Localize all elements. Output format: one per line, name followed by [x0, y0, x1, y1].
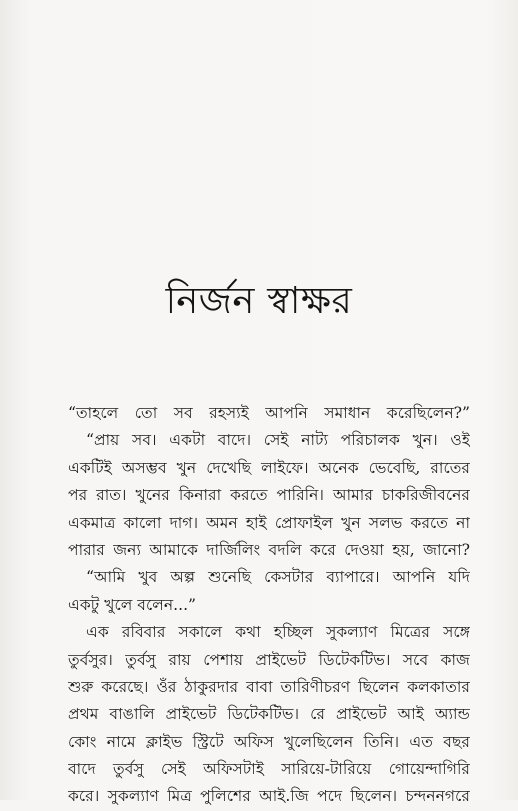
- text-line: কোং নামে ক্লাইভ স্ট্রিটে অফিস খুলেছিলেন তিনি। এত বছর: [68, 732, 470, 751]
- text-line: একটু খুলে বলেন...”: [68, 595, 197, 614]
- text-line: একটিই অসম্ভব খুন দেখেছি লাইফে। অনেক ভেবেছি, রাতের: [68, 458, 470, 477]
- text-line: করে। সুকল্যাণ মিত্র পুলিশের আই.জি পদে ছিলেন। চন্দননগরে: [68, 787, 470, 806]
- text-line: “তাহলে তো সব রহস্যই আপনি সমাধান করেছিলেন?”: [68, 404, 470, 422]
- text-line: এক রবিবার সকালে কথা হচ্ছিল সুকল্যাণ মিত্রের সঙ্গে: [86, 623, 470, 642]
- text-line: “প্রায় সব। একটা বাদে। সেই নাট্য পরিচালক খুন। ওই: [86, 431, 470, 450]
- chapter-title: নির্জন স্বাক্ষর: [165, 279, 353, 322]
- text-line: পারার জন্য আমাকে দার্জিলিং বদলি করে দেওয়া হয়, জানো?: [68, 540, 470, 559]
- text-line: পর রাত। খুনের কিনারা করতে পারিনি। আমার চাকরিজীবনের: [68, 486, 470, 505]
- text-line: তুর্বসুর। তুর্বসু রায় পেশায় প্রাইভেট ডিটেকটিভ। সবে কাজ: [68, 650, 470, 669]
- chapter-body: [68, 400, 470, 811]
- text-line: “আমি খুব অল্প শুনেছি কেসটার ব্যাপারে। আপনি যদি: [86, 568, 470, 587]
- text-line: বাদে তুর্বসু সেই অফিসটাই সারিয়ে-টারিয়ে গোয়েন্দাগিরি: [68, 760, 470, 779]
- text-line: প্রথম বাঙালি প্রাইভেট ডিটেকটিভ। রে প্রাইভেট আই অ্যান্ড: [68, 705, 470, 724]
- text-line: শুরু করেছে। ওঁর ঠাকুরদার বাবা তারিণীচরণ ছিলেন কলকাতার: [68, 677, 470, 696]
- text-line: একমাত্র কালো দাগ। অমন হাই প্রোফাইল খুন সলভ করতে না: [68, 513, 470, 532]
